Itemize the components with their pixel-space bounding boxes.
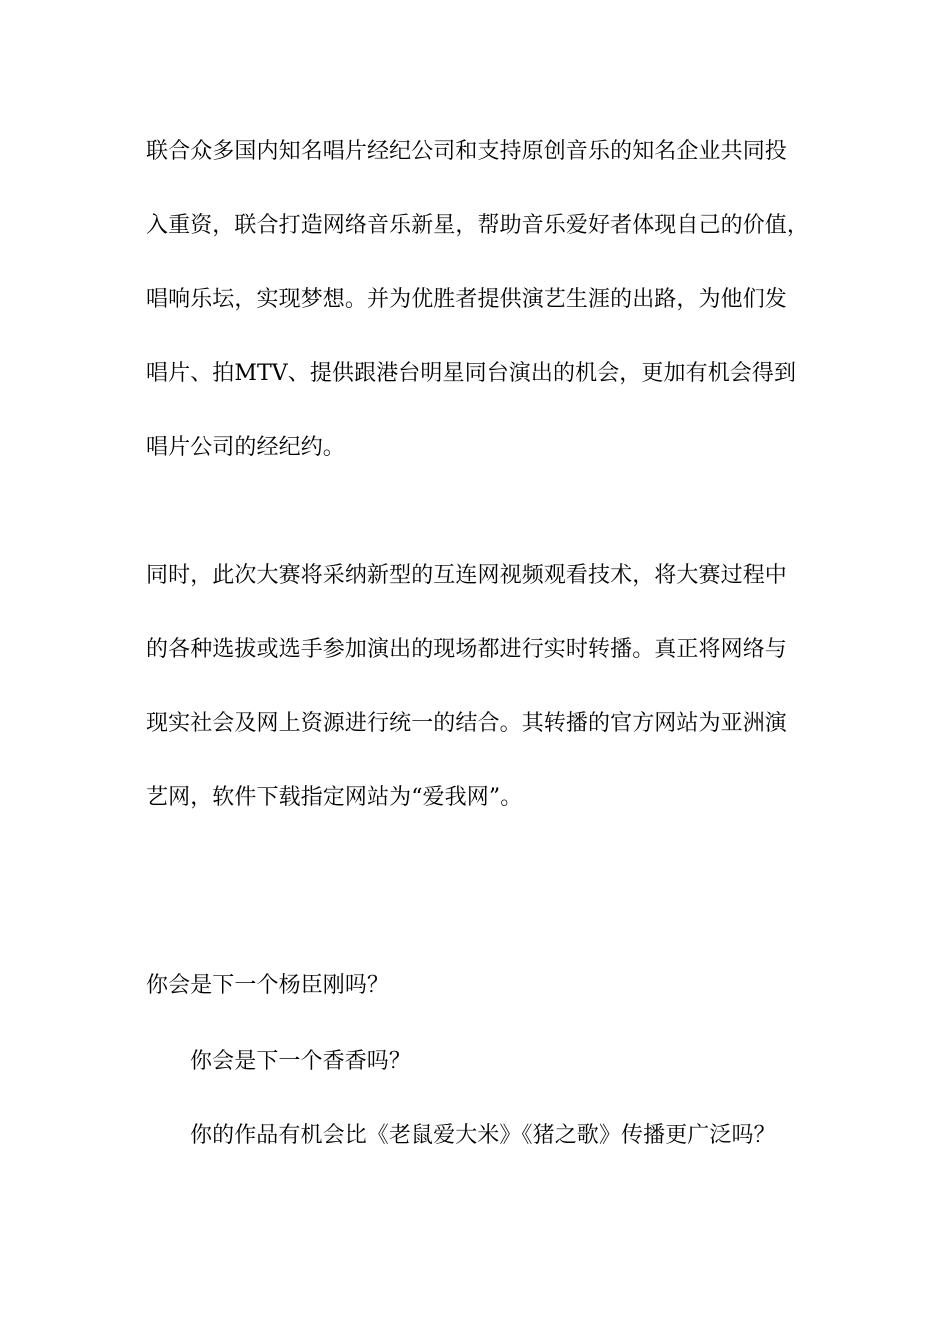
question-1: 你会是下一个杨臣刚吗？ — [146, 973, 390, 998]
paragraph-1-line-1: 联合众多国内知名唱片经纪公司和支持原创音乐的知名企业共同投 — [146, 139, 787, 164]
paragraph-2-line-4: 艺网，软件下载指定网站为“爱我网”。 — [146, 785, 523, 810]
paragraph-2-line-3: 现实社会及网上资源进行统一的结合。其转播的官方网站为亚洲演 — [146, 711, 787, 736]
question-3: 你的作品有机会比《老鼠爱大米》《猪之歌》传播更广泛吗？ — [190, 1123, 776, 1148]
paragraph-1-line-4: 唱片、拍MTV、提供跟港台明星同台演出的机会，更加有机会得到 — [146, 361, 797, 386]
question-2: 你会是下一个香香吗？ — [190, 1049, 412, 1074]
paragraph-2-line-2: 的各种选拔或选手参加演出的现场都进行实时转播。真正将网络与 — [146, 637, 787, 662]
paragraph-1-line-2: 入重资，联合打造网络音乐新星，帮助音乐爱好者体现自己的价值， — [146, 213, 810, 238]
paragraph-2-line-1: 同时，此次大赛将采纳新型的互连网视频观看技术，将大赛过程中 — [146, 563, 787, 588]
paragraph-1-line-5: 唱片公司的经纪约。 — [146, 435, 345, 460]
paragraph-1-line-3: 唱响乐坛，实现梦想。并为优胜者提供演艺生涯的出路，为他们发 — [146, 287, 787, 312]
